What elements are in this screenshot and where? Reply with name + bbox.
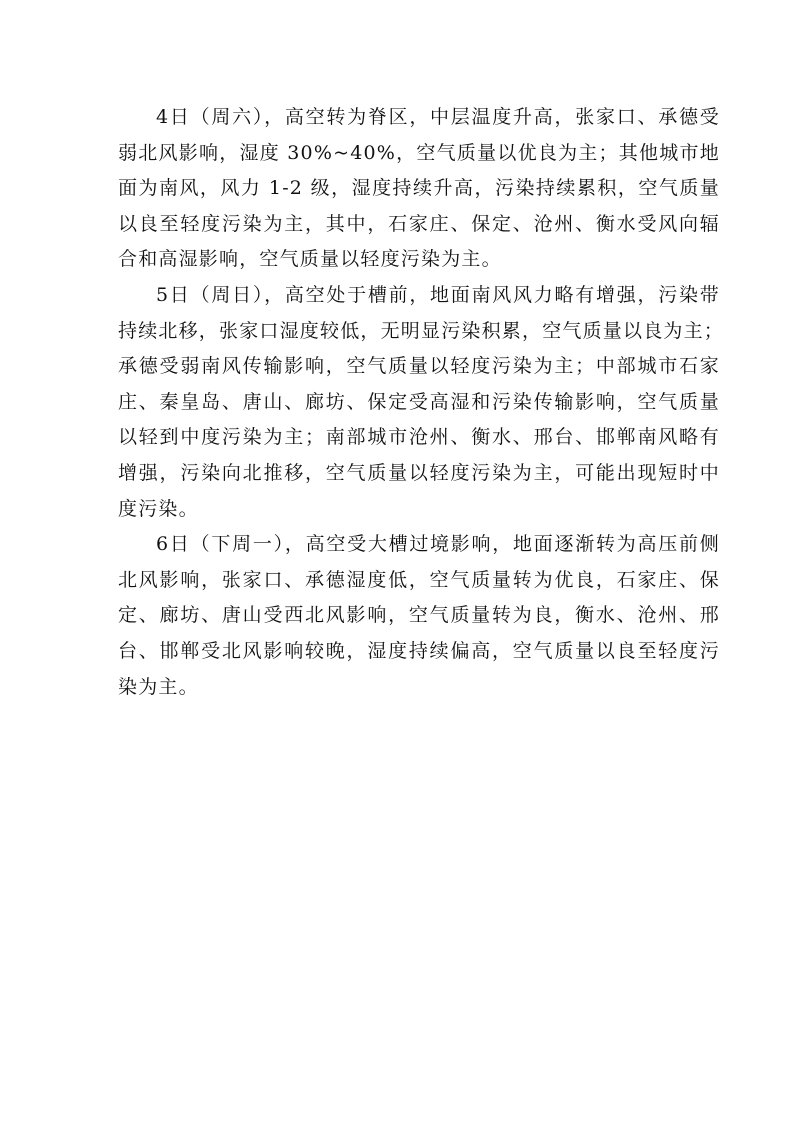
paragraph-line: 4日（周六），高空转为脊区，中层温度升高，张家口、承德受 (156, 106, 720, 128)
paragraph-day-4 (118, 100, 720, 278)
paragraph-line: 承德受弱南风传输影响，空气质量以轻度污染为主；中部城市石家 (118, 355, 720, 378)
paragraph-line: 持续北移，张家口湿度较低，无明显污染积累，空气质量以良为主； (118, 319, 725, 342)
paragraph-line: 5日（周日），高空处于槽前，地面南风风力略有增强，污染带 (156, 283, 720, 306)
paragraph-line: 台、邯郸受北风影响较晚，湿度持续偏高，空气质量以良至轻度污 (118, 639, 720, 662)
paragraph-line: 度污染。 (118, 497, 199, 520)
paragraph-line: 增强，污染向北推移，空气质量以轻度污染为主，可能出现短时中 (118, 461, 720, 484)
paragraph-line: 北风影响，张家口、承德湿度低，空气质量转为优良，石家庄、保 (118, 568, 720, 591)
paragraph-line: 以良至轻度污染为主，其中，石家庄、保定、沧州、衡水受风向辐 (118, 212, 720, 235)
paragraph-day-5 (118, 278, 725, 527)
forecast-text (118, 100, 725, 705)
paragraph-line: 面为南风，风力 1-2 级，湿度持续升高，污染持续累积，空气质量 (118, 177, 720, 200)
paragraph-line: 以轻到中度污染为主；南部城市沧州、衡水、邢台、邯郸南风略有 (118, 426, 720, 449)
paragraph-line: 定、廊坊、唐山受西北风影响，空气质量转为良，衡水、沧州、邢 (118, 604, 720, 627)
paragraph-day-6 (118, 527, 720, 705)
paragraph-line: 6日（下周一），高空受大槽过境影响，地面逐渐转为高压前侧 (156, 533, 720, 556)
paragraph-line: 合和高湿影响，空气质量以轻度污染为主。 (118, 248, 502, 271)
paragraph-line: 庄、秦皇岛、唐山、廊坊、保定受高湿和污染传输影响，空气质量 (118, 390, 720, 413)
paragraph-line: 弱北风影响，湿度 30%~40%，空气质量以优良为主；其他城市地 (118, 141, 720, 164)
paragraph-line: 染为主。 (118, 675, 199, 698)
